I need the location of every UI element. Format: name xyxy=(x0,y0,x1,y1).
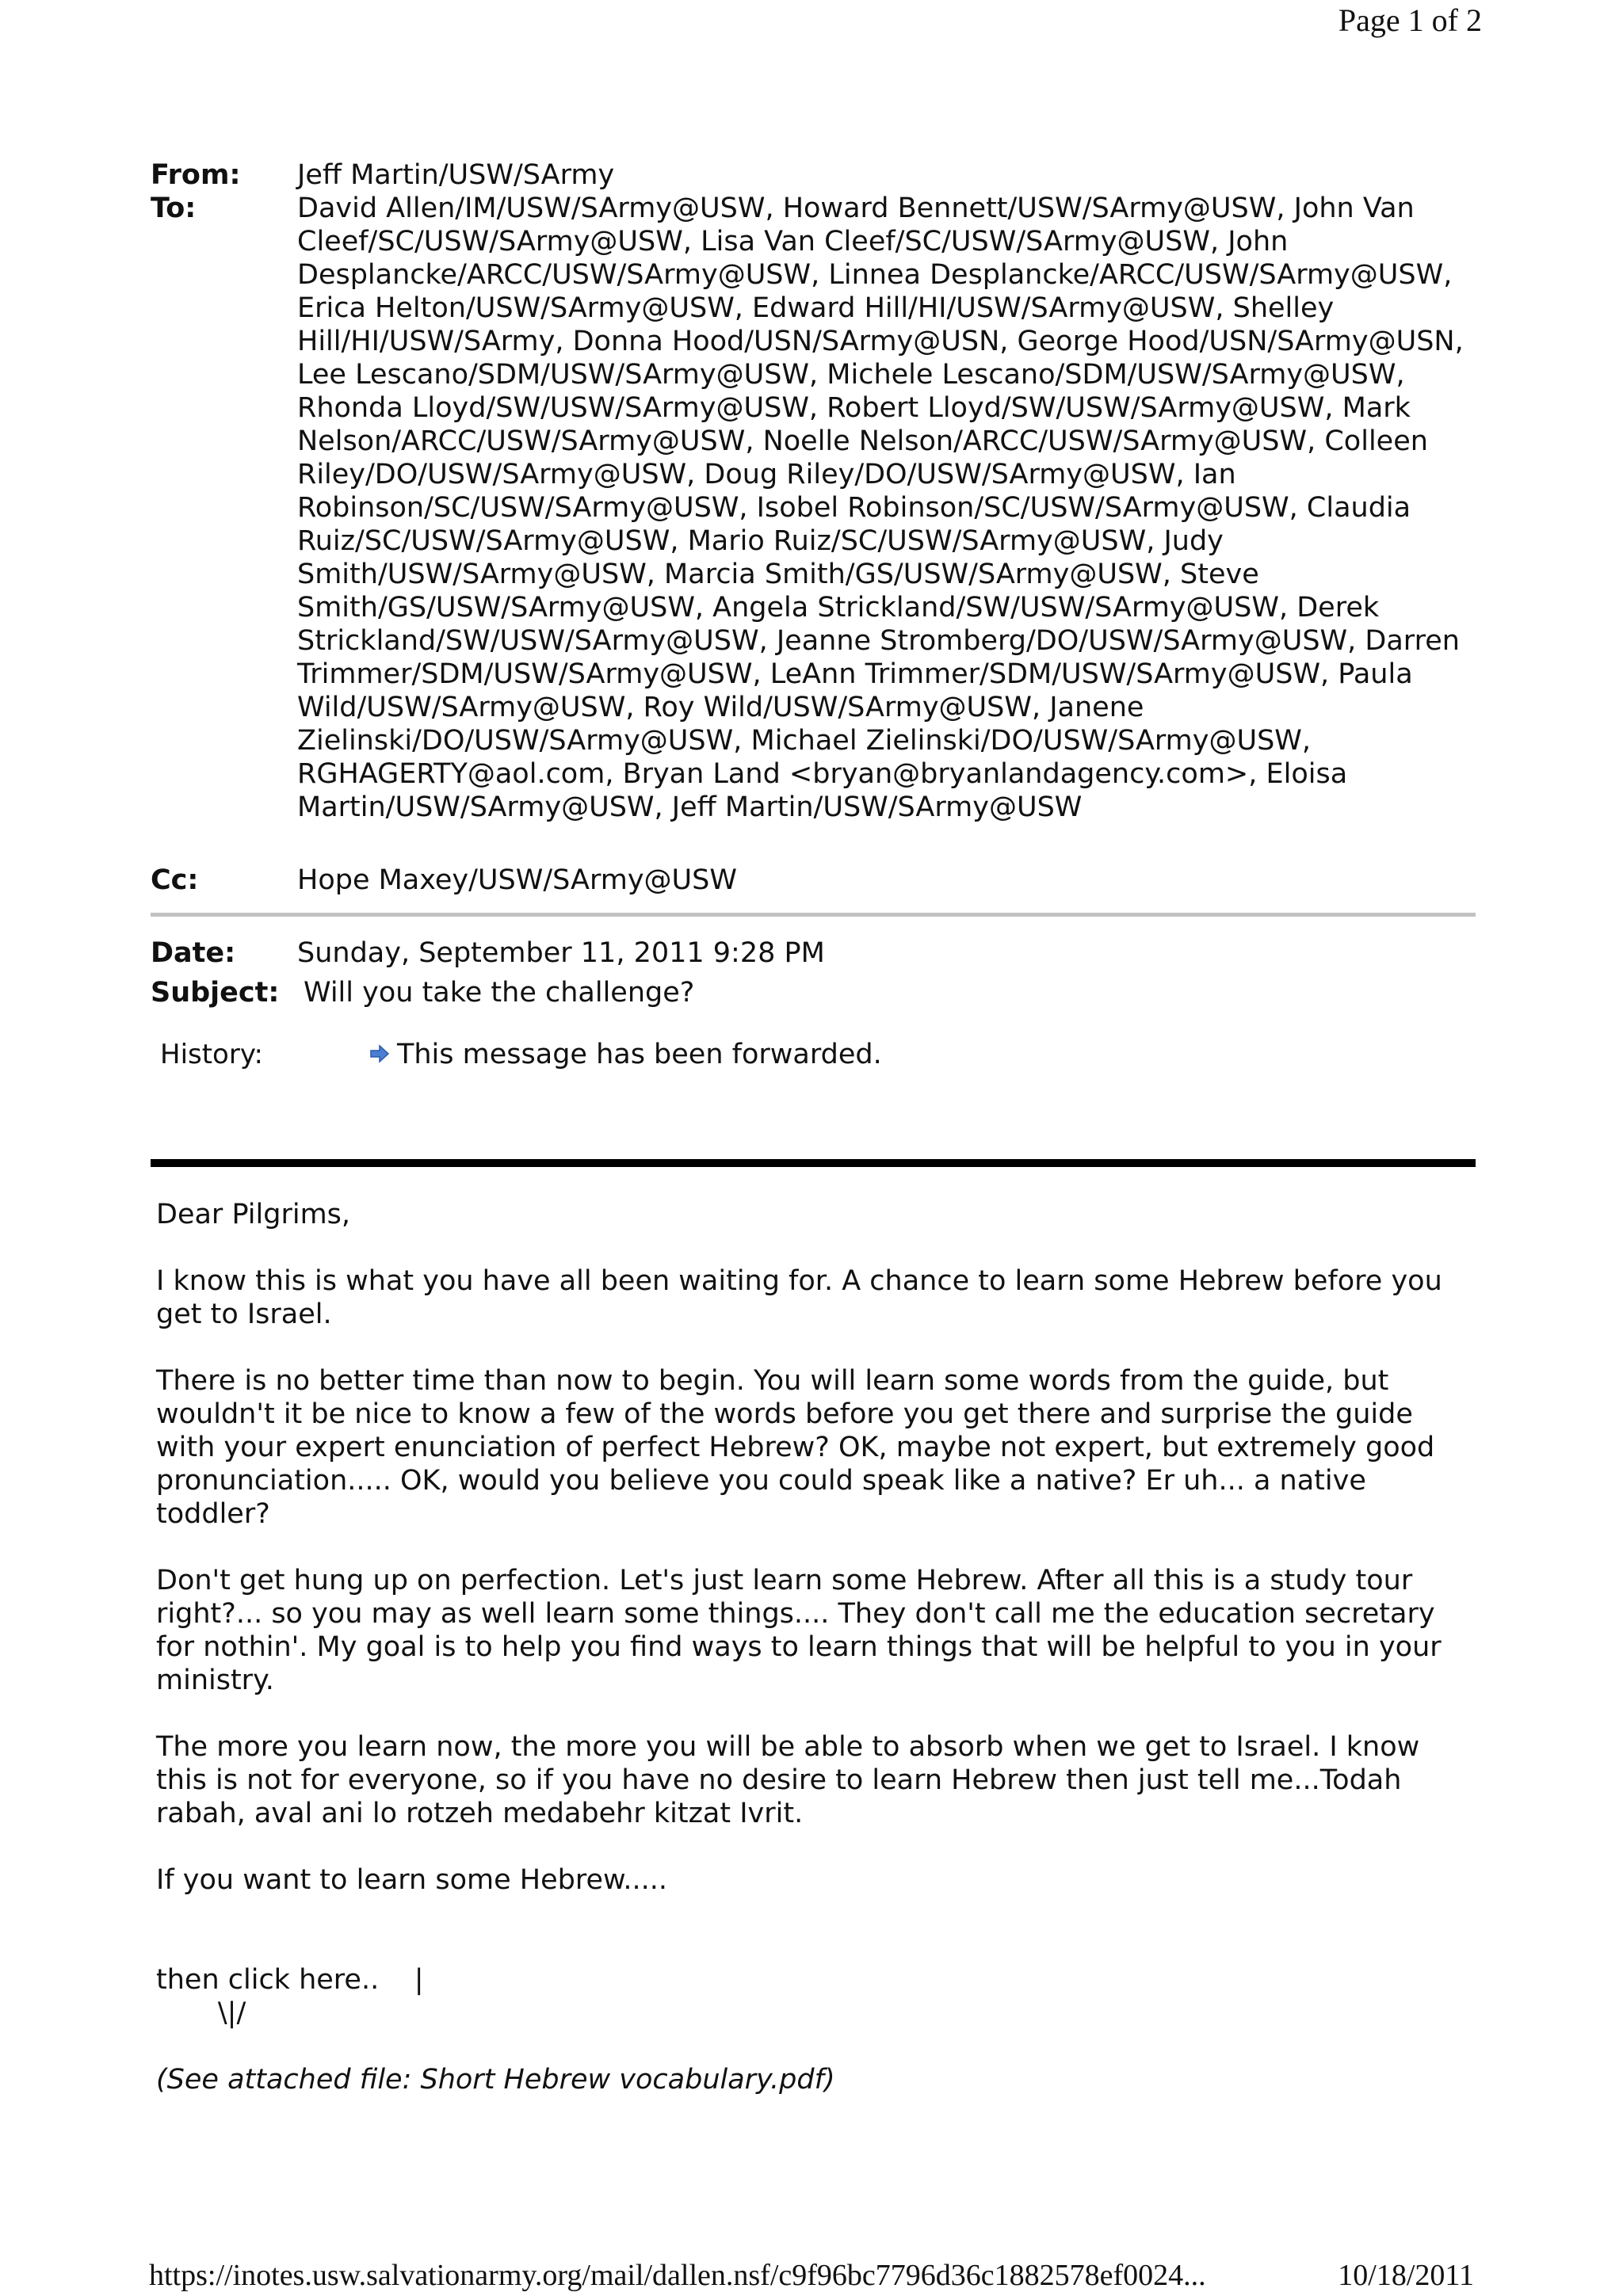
body-paragraph-4: The more you learn now, the more you will be able to absorb when we get to Israel. I know this is not for everyone, so if you have no desire to learn Hebrew then just tell me...Todah rabah, aval ani lo rotzeh medabehr kitzat Ivrit. xyxy=(156,1731,1420,1829)
to-value: David Allen/IM/USW/SArmy@USW, Howard Bennett/USW/SArmy@USW, John Van Cleef/SC/USW/SArmy@USW, Lisa Van Cleef/SC/USW/SArmy@USW, John Desplancke/ARCC/USW/SArmy@USW, Linnea Desplancke/ARCC/USW/SArmy@USW, Erica Helton/USW/SArmy@USW, Edward Hill/HI/USW/SArmy@USW, Shelley Hill/HI/USW/SArmy, Donna Hood/USN/SArmy@USN, George Hood/USN/SArmy@USN, Lee Lescano/SDM/USW/SArmy@USW, Michele Lescano/SDM/USW/SArmy@USW, Rhonda Lloyd/SW/USW/SArmy@USW, Robert Lloyd/SW/USW/SArmy@USW, Mark Nelson/ARCC/USW/SArmy@USW, Noelle Nelson/ARCC/USW/SArmy@USW, Colleen Riley/DO/USW/SArmy@USW, Doug Riley/DO/USW/SArmy@USW, Ian Robinson/SC/USW/SArmy@USW, Isobel Robinson/SC/USW/SArmy@USW, Claudia Ruiz/SC/USW/SArmy@USW, Mario Ruiz/SC/USW/SArmy@USW, Judy Smith/USW/SArmy@USW, Marcia Smith/GS/USW/SArmy@USW, Steve Smith/GS/USW/SArmy@USW, Angela Strickland/SW/USW/SArmy@USW, Derek Strickland/SW/USW/SArmy@USW, Jeanne Stromberg/DO/USW/SArmy@USW, Darren Trimmer/SDM/USW/SArmy@USW, LeAnn Trimmer/SDM/USW/SArmy@USW, Paula Wild/USW/SArmy@USW, Roy Wild/USW/SArmy@USW, Janene Zielinski/DO/USW/SArmy@USW, Michael Zielinski/DO/USW/SArmy@USW, RGHAGERTY@aol.com, Bryan Land <bryan@bryanlandagency.com>, Eloisa Martin/USW/SArmy@USW, Jeff Martin/USW/SArmy@USW xyxy=(297,193,1464,823)
footer-date: 10/18/2011 xyxy=(1338,2259,1474,2292)
history-label: History: xyxy=(160,1039,263,1070)
body-paragraph-5: If you want to learn some Hebrew..... xyxy=(156,1864,668,1896)
from-value: Jeff Martin/USW/SArmy xyxy=(297,159,615,191)
date-value: Sunday, September 11, 2011 9:28 PM xyxy=(297,937,825,969)
history-value xyxy=(369,1038,1482,1071)
date-label: Date: xyxy=(151,937,236,969)
forward-arrow-icon xyxy=(369,1043,391,1065)
header-divider xyxy=(151,913,1476,917)
body-divider xyxy=(151,1159,1476,1167)
cc-label: Cc: xyxy=(151,864,199,896)
click-here-line: then click here.. | xyxy=(156,1964,424,1996)
subject-label: Subject: xyxy=(151,977,280,1009)
footer-url: https://inotes.usw.salvationarmy.org/mail/dallen.nsf/c9f96bc7796d36c1882578ef0024... xyxy=(149,2259,1206,2292)
body-paragraph-1: I know this is what you have all been waiting for. A chance to learn some Hebrew before you get to Israel. xyxy=(156,1265,1442,1330)
subject-value: Will you take the challenge? xyxy=(304,977,695,1009)
to-label: To: xyxy=(151,193,197,224)
body-paragraph-3: Don't get hung up on perfection. Let's just learn some Hebrew. After all this is a study tour right?... so you may as well learn some things.... They don't call me the education secretary for nothin'. My goal is to help you find ways to learn things that will be helpful to you in your ministry. xyxy=(156,1565,1442,1696)
page-number: Page 1 of 2 xyxy=(1338,2,1482,38)
body-paragraph-2: There is no better time than now to begin. You will learn some words from the guide, but wouldn't it be nice to know a few of the words before you get there and surprise the guide with your expert enunciation of perfect Hebrew? OK, maybe not expert, but extremely good pronunciation..... OK, would you believe you could speak like a native? Er uh... a native toddler? xyxy=(156,1365,1435,1530)
arrow-line: \|/ xyxy=(156,1997,246,2029)
cc-value: Hope Maxey/USW/SArmy@USW xyxy=(297,864,737,896)
history-text: This message has been forwarded. xyxy=(397,1039,882,1070)
attachment-link[interactable]: (See attached file: Short Hebrew vocabulary.pdf) xyxy=(156,2064,835,2096)
message-body xyxy=(156,1198,1456,2096)
greeting: Dear Pilgrims, xyxy=(156,1199,351,1230)
from-label: From: xyxy=(151,159,241,191)
